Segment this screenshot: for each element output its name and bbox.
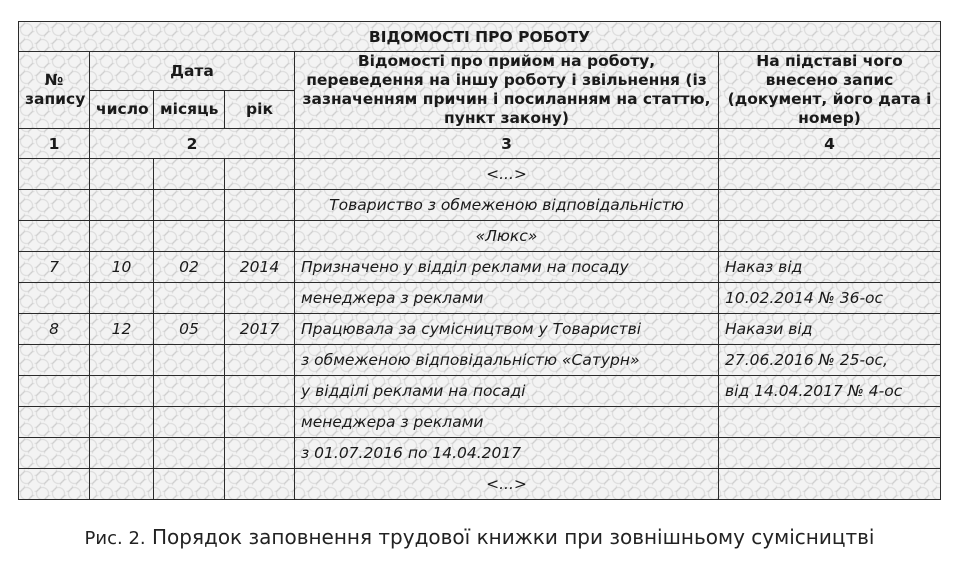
cell-month [154,469,225,500]
cell-month: 05 [154,314,225,345]
cell-basis [719,190,941,221]
cell-day [90,376,154,407]
cell-year [225,190,295,221]
figure-caption [0,525,959,549]
figure-caption-prefix: Рис. 2. [84,528,146,549]
column-number-2: 2 [90,129,295,159]
cell-day [90,190,154,221]
cell-month [154,376,225,407]
cell-basis: 27.06.2016 № 25-ос, [719,345,941,376]
cell-year [225,469,295,500]
cell-basis: 10.02.2014 № 36-ос [719,283,941,314]
table-row [19,469,941,500]
cell-basis [719,221,941,252]
cell-month [154,221,225,252]
cell-month [154,190,225,221]
table-row [19,159,941,190]
cell-year [225,438,295,469]
cell-record-no [19,345,90,376]
column-number-4: 4 [719,129,941,159]
cell-month [154,407,225,438]
cell-month: 02 [154,252,225,283]
cell-info: менеджера з реклами [295,407,719,438]
cell-year [225,283,295,314]
cell-year [225,221,295,252]
header-row-1 [19,52,941,91]
cell-record-no [19,283,90,314]
cell-day [90,345,154,376]
cell-record-no [19,190,90,221]
table-title: ВІДОМОСТІ ПРО РОБОТУ [19,22,941,52]
cell-basis [719,159,941,190]
header-date: Дата [90,52,295,91]
cell-info: з обмеженою відповідальністю «Сатурн» [295,345,719,376]
cell-record-no [19,221,90,252]
cell-day [90,283,154,314]
cell-month [154,345,225,376]
header-basis: На підставі чого внесено запис (документ, його дата і номер) [719,52,941,129]
table-row [19,190,941,221]
cell-day [90,407,154,438]
cell-info: з 01.07.2016 по 14.04.2017 [295,438,719,469]
cell-record-no: 7 [19,252,90,283]
header-info: Відомості про прийом на роботу, переведення на іншу роботу і звільнення (із зазначенням причин і посиланням на статтю, пункт закону) [295,52,719,129]
header-month: місяць [154,90,225,129]
cell-record-no: 8 [19,314,90,345]
cell-info: <...> [295,469,719,500]
cell-info: Товариство з обмеженою відповідальністю [295,190,719,221]
work-record-table [18,21,941,500]
cell-year: 2014 [225,252,295,283]
table-title-row [19,22,941,52]
table-row [19,221,941,252]
table-row [19,376,941,407]
header-day: число [90,90,154,129]
table-row [19,438,941,469]
cell-info: менеджера з реклами [295,283,719,314]
figure-caption-text: Порядок заповнення трудової книжки при зовнішньому сумісництві [145,525,875,549]
cell-record-no [19,407,90,438]
table-row [19,283,941,314]
cell-basis [719,469,941,500]
header-record-no: № запису [19,52,90,129]
cell-basis: Наказ від [719,252,941,283]
column-number-row [19,129,941,159]
header-year: рік [225,90,295,129]
cell-day [90,159,154,190]
cell-info: <...> [295,159,719,190]
table-row [19,252,941,283]
cell-month [154,438,225,469]
cell-basis [719,407,941,438]
table-row [19,345,941,376]
cell-day: 10 [90,252,154,283]
cell-record-no [19,376,90,407]
cell-month [154,159,225,190]
table-row [19,314,941,345]
cell-year [225,159,295,190]
table-row [19,407,941,438]
column-number-3: 3 [295,129,719,159]
cell-info: Призначено у відділ реклами на посаду [295,252,719,283]
cell-basis: Накази від [719,314,941,345]
cell-year [225,407,295,438]
cell-year: 2017 [225,314,295,345]
cell-info: Працювала за сумісництвом у Товаристві [295,314,719,345]
cell-record-no [19,438,90,469]
cell-info: у відділі реклами на посаді [295,376,719,407]
column-number-1: 1 [19,129,90,159]
cell-basis: від 14.04.2017 № 4-ос [719,376,941,407]
cell-info: «Люкс» [295,221,719,252]
cell-day [90,438,154,469]
cell-day [90,221,154,252]
cell-year [225,376,295,407]
cell-day [90,469,154,500]
cell-record-no [19,159,90,190]
cell-month [154,283,225,314]
cell-basis [719,438,941,469]
cell-record-no [19,469,90,500]
cell-year [225,345,295,376]
cell-day: 12 [90,314,154,345]
